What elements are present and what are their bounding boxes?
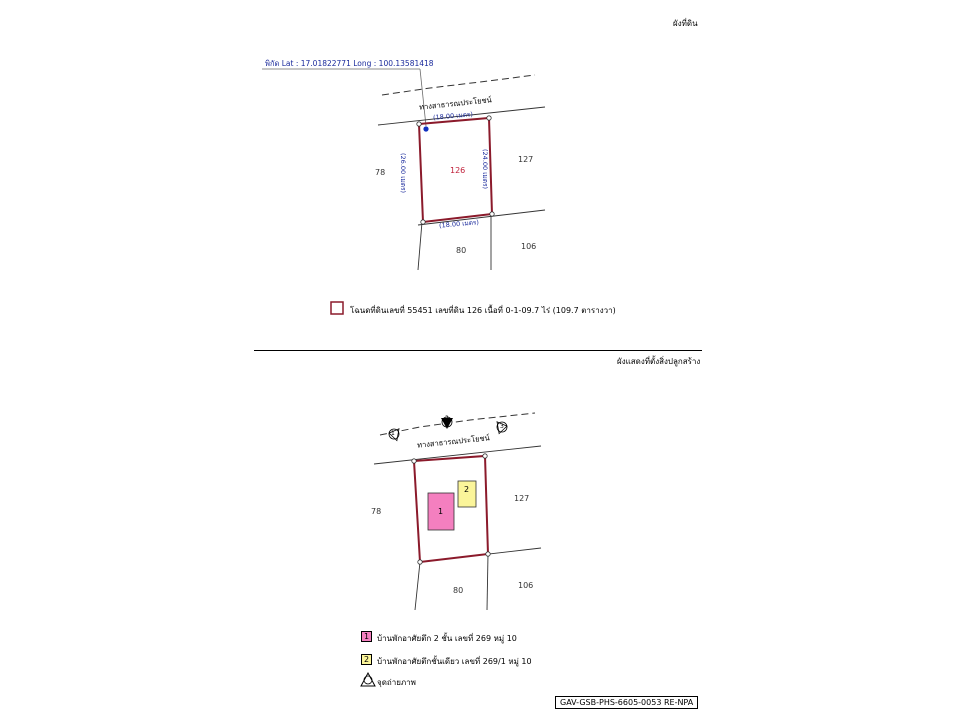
parcel-number-south: 80 [453,586,464,595]
neighbour-line-west [415,562,420,610]
photo-point-3-label: 3 [500,423,504,430]
neighbour-line-east [487,554,488,610]
coordinate-point-marker [423,126,428,131]
section-divider [254,350,702,351]
dimension-south: (18.00 เมตร) [438,218,480,230]
parcel-number-main: 126 [450,166,466,175]
parcel-number-southeast: 106 [521,242,537,251]
neighbour-line-west [418,222,422,270]
building-map-title: ผังแสดงที่ตั้งสิ่งปลูกสร้าง [617,357,701,366]
dimension-north: (18.00 เมตร) [432,110,474,122]
road-dashed-line [382,75,535,95]
legend-item-2-text: บ้านพักอาศัยตึกชั้นเดียว เลขที่ 269/1 หมู่ 10 [377,657,532,666]
legend-swatch-2: 2 [361,654,372,665]
parcel-number-east: 127 [514,494,530,503]
dimension-west: (26.00 เมตร) [398,153,407,193]
road-label: ทางสาธารณประโยชน์ [418,95,493,112]
parcel-legend-swatch [331,302,343,314]
legend-swatch-1: 1 [361,631,372,642]
photo-point-1-label: 1 [391,430,395,437]
legend-photo-point-text: จุดถ่ายภาพ [377,678,416,687]
road-edge-line [374,446,541,464]
document-code: GAV-GSB-PHS-6605-0053 RE-NPA [555,696,698,709]
building-2-label: 2 [464,485,470,494]
parcel-number-west: 78 [375,168,386,177]
road-dashed-line [380,413,535,435]
dimension-east: (24.00 เมตร) [480,149,489,189]
parcel-number-east: 127 [518,155,534,164]
parcel-number-southeast: 106 [518,581,534,590]
coordinate-callout-leader [262,69,426,126]
photo-point-legend-icon [361,673,375,686]
legend-item-1-text: บ้านพักอาศัยตึก 2 ชั้น เลขที่ 269 หมู่ 10 [377,634,517,643]
boundary-line-south [418,210,545,225]
parcel-number-west: 78 [371,507,382,516]
land-map-title: ผังที่ดิน [673,19,698,28]
coordinates-label: พิกัด Lat : 17.01822771 Long : 100.13581418 [265,59,434,68]
photo-point-2-label: 2 [445,415,449,422]
road-label: ทางสาธารณประโยชน์ [416,433,491,450]
parcel-number-south: 80 [456,246,467,255]
title-deed-legend: โฉนดที่ดินเลขที่ 55451 เลขที่ดิน 126 เนื้อที่ 0-1-09.7 ไร่ (109.7 ตารางวา) [350,306,616,315]
building-1-label: 1 [438,507,444,516]
